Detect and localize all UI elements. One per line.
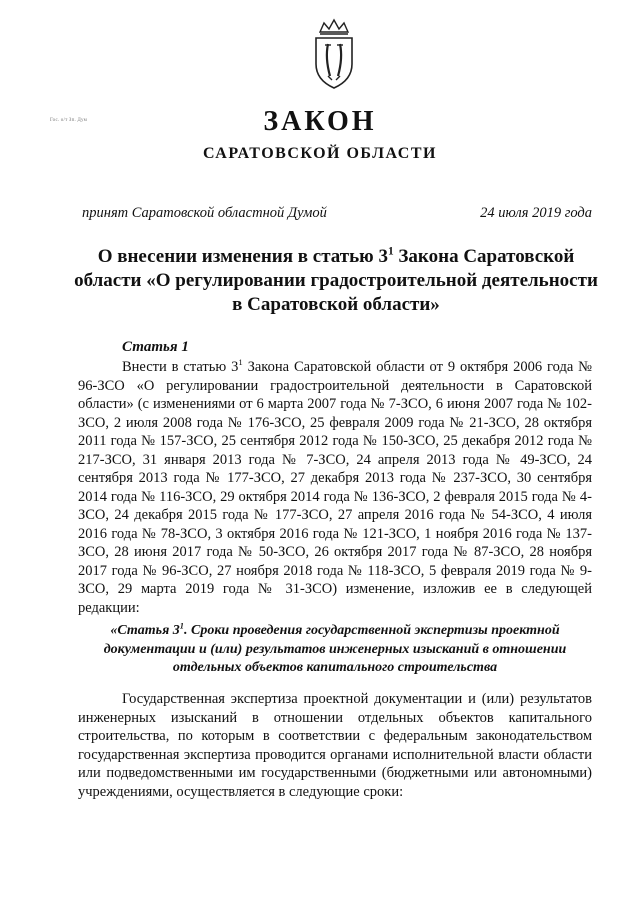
new-article-heading [78,622,592,678]
adoption-line [82,205,592,222]
adoption-date: 24 июля 2019 года [480,205,592,221]
article-body [78,358,592,617]
title-part2: Закона Саратовской области «О регулировании градостроительной деятельности в Саратовской области» [74,246,598,315]
coat-of-arms-emblem [311,18,357,90]
stamp-mark: Гос. о/т Зп. Дум [50,118,88,123]
article-superscript: 1 [238,357,243,368]
adopted-by: принят Саратовской областной Думой [82,205,327,221]
new-article-part2: . Сроки проведения государственной экспертизы проектной документации и (или) результатов инженерных изысканий в отношении отдельных объектов капитального строительства [103,623,567,675]
title-superscript: 1 [387,245,394,258]
new-article-part1: «Статья 3 [110,623,180,638]
law-title: ЗАКОН [263,106,377,137]
article-text-part1: Внести в статью 3 [122,359,239,375]
article-text-part2: Закона Саратовской области от 9 октября 2006 года № 96-ЗСО «О регулировании градостроительной деятельности в Саратовской области» (с изменениями от 6 марта 2007 года № 7-ЗСО, 6 июня 2007 года № 102-ЗСО, 2 июля 2008 года № 176-ЗСО, 25 февраля 2009 года № 21-ЗСО, 28 октября 2011 года № 157-ЗСО, 25 сентября 2012 года № 150-ЗСО, 25 декабря 2012 года № 217-ЗСО, 31 января 2013 года № 7-ЗСО, 24 апреля 2013 года № 49-ЗСО, 24 сентября 2013 года № 177-ЗСО, 27 декабря 2013 года № 237-ЗСО, 30 сентября 2014 года № 116-ЗСО, 29 октября 2014 года № 136-ЗСО, 2 февраля 2015 года № 4-ЗСО, 24 декабря 2015 года № 177-ЗСО, 27 апреля 2016 года № 54-ЗСО, 4 июля 2016 года № 78-ЗСО, 3 октября 2016 года № 121-ЗСО, 1 ноября 2016 года № 137-ЗСО, 28 июня 2017 года № 50-ЗСО, 26 октября 2017 года № 87-ЗСО, 28 ноября 2017 года № 96-ЗСО, 27 ноября 2018 года № 118-ЗСО, 5 февраля 2019 года № 9-ЗСО, 29 марта 2019 года № 31-ЗСО) изменение, изложив ее в следующей редакции: [78,359,592,616]
article-heading: Статья 1 [122,339,189,355]
title-part1: О внесении изменения в статью 3 [97,246,388,267]
document-title [70,245,602,317]
new-article-superscript: 1 [179,621,184,631]
region-name: САРАТОВСКОЙ ОБЛАСТИ [203,145,437,162]
paragraph-body: Государственная экспертиза проектной документации и (или) результатов инженерных изысканий в отношении отдельных объектов капитального строительства, по которым в соответствии с федеральным законодательством государственная экспертиза проводится органами исполнительной власти области или подведомственными им государственными (бюджетными или автономными) учреждениями, осуществляется в следующие сроки: [78,691,592,800]
